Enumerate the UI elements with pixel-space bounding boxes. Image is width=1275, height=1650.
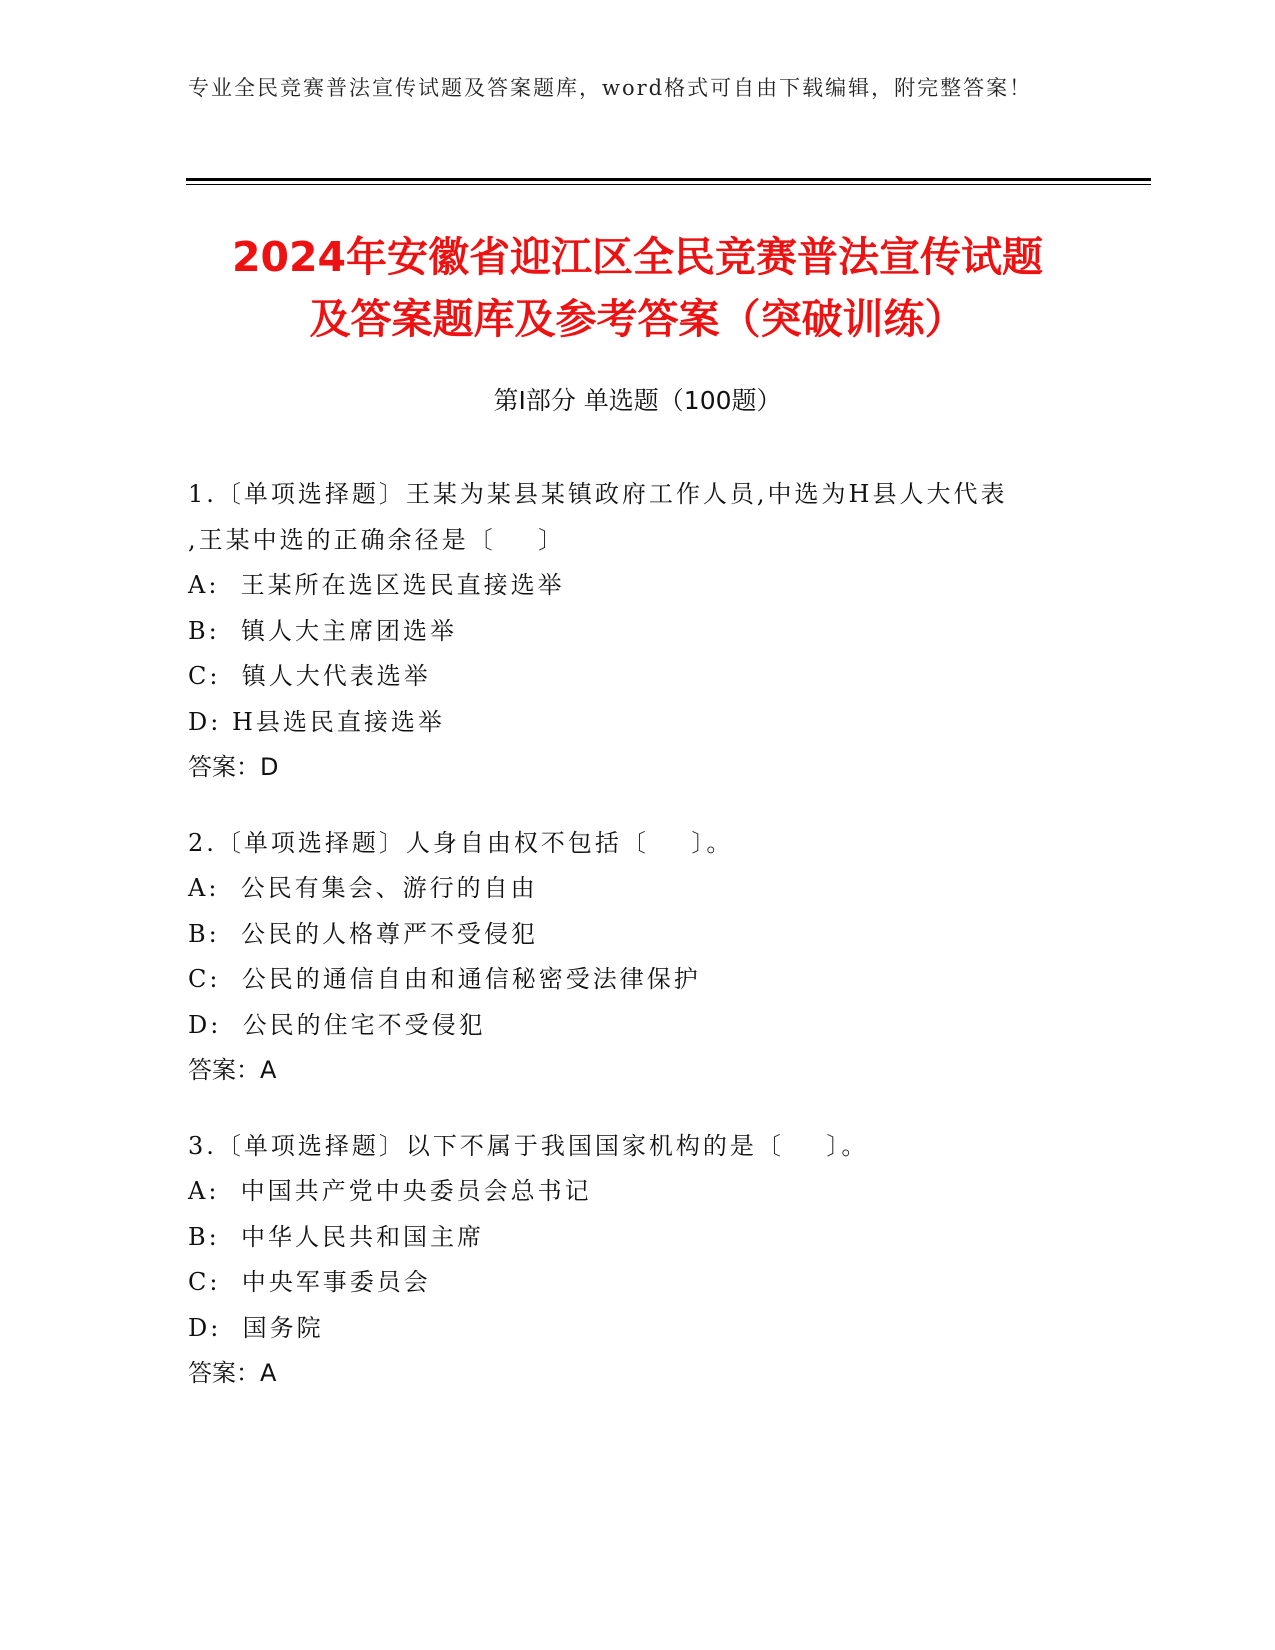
option-b: B: 镇人大主席团选举 [188,616,457,645]
option-d: D: 国务院 [188,1313,324,1342]
option-b: B: 公民的人格尊严不受侵犯 [188,919,538,948]
option-d: D: 公民的住宅不受侵犯 [188,1010,486,1039]
option-c: C: 镇人大代表选举 [188,662,431,690]
question-1 [188,472,1088,791]
question-2 [188,821,1088,1094]
section-title: 第Ⅰ部分 单选题（100题） [493,386,782,415]
header-divider-thin [186,184,1151,185]
option-d: D: H县选民直接选举 [188,707,445,736]
answer-line: 答案：A [188,1056,277,1084]
header-divider-thick [186,178,1151,181]
option-b: B: 中华人民共和国主席 [188,1222,484,1251]
option-a: A: 公民有集会、游行的自由 [188,874,538,902]
option-c: C: 公民的通信自由和通信秘密受法律保护 [188,965,701,993]
answer-line: 答案：D [188,753,279,781]
document-title-line-1: 2024年安徽省迎江区全民竞赛普法宣传试题 [231,233,1044,281]
option-a: A: 中国共产党中央委员会总书记 [188,1177,592,1205]
option-a: A: 王某所在选区选民直接选举 [188,571,565,599]
question-list [188,472,1088,1427]
question-stem: 1.〔单项选择题〕王某为某县某镇政府工作人员,中选为H县人大代表 [188,480,1008,508]
option-c: C: 中央军事委员会 [188,1268,431,1296]
answer-line: 答案：A [188,1359,277,1387]
question-stem: 2.〔单项选择题〕人身自由权不包括〔 〕。 [188,828,734,857]
document-title-line-2: 及答案题库及参考答案（突破训练） [309,295,966,343]
question-stem: 3.〔单项选择题〕以下不属于我国国家机构的是〔 〕。 [188,1131,869,1160]
question-3 [188,1124,1088,1397]
header-note: 专业全民竞赛普法宣传试题及答案题库，word格式可自由下载编辑，附完整答案！ [188,76,1033,100]
question-stem-continued: ,王某中选的正确余径是〔 〕 [188,525,566,554]
document-title [150,226,1125,350]
